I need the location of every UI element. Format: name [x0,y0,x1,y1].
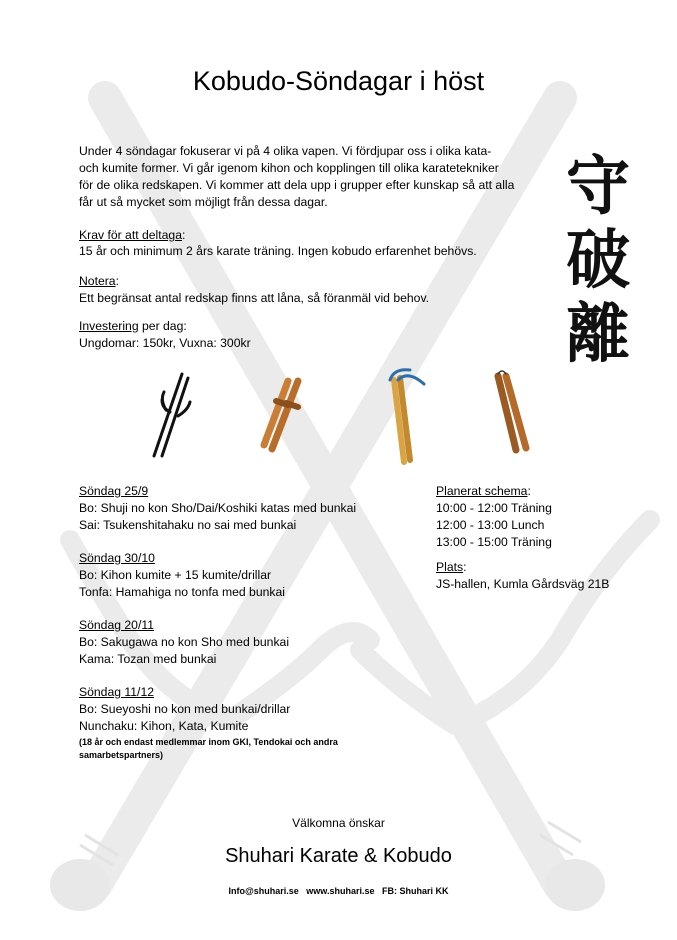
requirements-text: 15 år och minimum 2 års karate träning. Ingen kobudo erfarenhet behövs. [79,244,477,258]
kanji-ri: 離 [566,297,630,370]
schedule-item: 13:00 - 15:00 Träning [436,535,552,549]
intro-line: och kumite former. Vi går igenom kihon och kopplingen till olika karatetekniker [79,161,499,175]
session-line: Bo: Shuji no kon Sho/Dai/Koshiki katas med bunkai [79,501,357,515]
schedule-heading: Planerat schema: [436,484,531,498]
session-date: Söndag 20/11 [79,618,154,632]
session-line: Bo: Kihon kumite + 15 kumite/drillar [79,568,272,582]
note-heading: Notera: [79,274,119,288]
requirements-heading: Krav för att deltaga: [79,228,186,242]
session-line: Sai: Tsukenshitahaku no sai med bunkai [79,518,297,532]
intro-line: för de olika redskapen. Vi kommer att dela upp i grupper efter kunskap så att alla [79,178,515,192]
nunchaku-icon [488,368,538,458]
session-line: Nunchaku: Kihon, Kata, Kumite [79,719,249,733]
session-line: Tonfa: Hamahiga no tonfa med bunkai [79,585,285,599]
schedule-item: 10:00 - 12:00 Träning [436,501,552,515]
footnote-line: samarbetspartners) [79,750,164,760]
session-line: Bo: Sakugawa no kon Sho med bunkai [79,635,290,649]
sai-icon [148,370,198,460]
shuhari-kanji [558,150,638,370]
session-line: Bo: Sueyoshi no kon med bunkai/drillar [79,702,291,716]
organization-name: Shuhari Karate & Kobudo [225,845,452,867]
tonfa-icon [258,375,308,455]
kama-icon [380,366,430,468]
kanji-ha: 破 [566,223,630,298]
intro-line: får ut så mycket som möjligt från dessa dagar. [79,195,328,209]
welcome-text: Välkomna önskar [292,816,385,830]
investment-text: Ungdomar: 150kr, Vuxna: 300kr [79,336,251,350]
contact-line: Info@shuhari.se www.shuhari.se FB: Shuhari KK [228,886,449,896]
place-heading: Plats: [436,560,467,574]
page-title: Kobudo-Söndagar i höst [192,66,485,96]
schedule-item: 12:00 - 13:00 Lunch [436,518,545,532]
session-line: Kama: Tozan med bunkai [79,652,217,666]
session-date: Söndag 30/10 [79,551,155,565]
footnote-line: (18 år och endast medlemmar inom GKI, Tendokai och andra [79,737,338,747]
session-date: Söndag 25/9 [79,484,149,498]
note-text: Ett begränsat antal redskap finns att låna, så föranmäl vid behov. [79,291,430,305]
kanji-shu: 守 [566,150,630,224]
session-date: Söndag 11/12 [79,685,154,699]
place-text: JS-hallen, Kumla Gårdsväg 21B [436,577,610,591]
intro-line: Under 4 söndagar fokuserar vi på 4 olika vapen. Vi fördjupar oss i olika kata- [79,144,492,158]
investment-heading: Investering per dag: [79,319,187,333]
